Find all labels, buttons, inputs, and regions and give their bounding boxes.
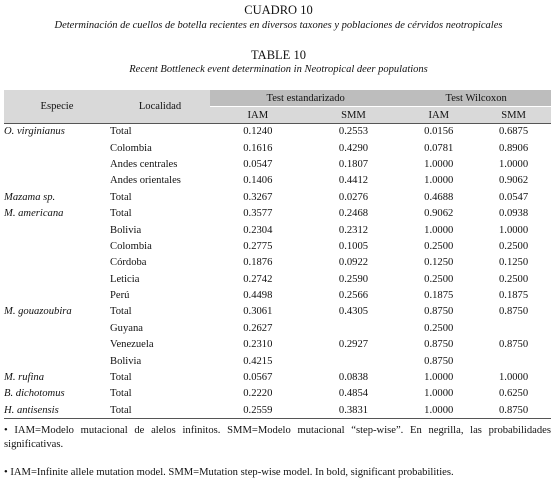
- cell-especie: [4, 238, 110, 254]
- cell-localidad: Córdoba: [110, 257, 147, 269]
- cell-especie: O. virginianus: [4, 124, 110, 140]
- cell-smm-wil: 1.0000: [499, 158, 529, 170]
- header-localidad: Localidad: [110, 90, 210, 124]
- cell-localidad: Bolivia: [110, 224, 142, 236]
- table-row: [4, 369, 551, 385]
- cell-smm-std: 0.0922: [338, 257, 369, 269]
- header-test-estandarizado: Test estandarizado: [210, 90, 401, 107]
- cell-iam-wil: 0.2500: [424, 240, 454, 252]
- cell-localidad: Andes orientales: [110, 175, 181, 187]
- cell-especie: [4, 287, 110, 303]
- cell-smm-wil: 0.8906: [499, 142, 529, 154]
- header-especie: Especie: [4, 90, 110, 124]
- cell-iam-wil: 0.8750: [424, 355, 454, 367]
- cell-iam-std: 0.2559: [210, 402, 306, 418]
- cell-localidad: Total: [110, 372, 132, 384]
- cell-localidad: Bolivia: [110, 355, 142, 367]
- cell-iam-wil: 1.0000: [424, 175, 454, 187]
- table-subtitle-es: Determinación de cuellos de botella recientes en diversos taxones y poblaciones de cérvidos neotropicales: [54, 20, 503, 31]
- table-row: [4, 205, 551, 221]
- table-row: [4, 173, 551, 189]
- cell-smm-std: 0.2927: [338, 339, 369, 351]
- cell-localidad: Guyana: [110, 322, 143, 334]
- cell-localidad: Total: [110, 124, 210, 140]
- cell-especie: [4, 173, 110, 189]
- cell-smm-wil: 1.0000: [499, 372, 529, 384]
- cell-smm-wil: 0.2500: [499, 273, 529, 285]
- table-row: [4, 337, 551, 353]
- cell-especie: [4, 271, 110, 287]
- cell-smm-std: [306, 320, 402, 336]
- cell-iam-std: 0.1616: [243, 142, 273, 154]
- table-row: [4, 189, 551, 205]
- cell-smm-std: 0.4290: [338, 142, 369, 154]
- cell-iam-std: 0.2220: [243, 388, 273, 400]
- cell-smm-std: [306, 353, 402, 369]
- header-iam-wil: IAM: [401, 107, 476, 124]
- cell-smm-std: 0.0838: [338, 372, 369, 384]
- cell-iam-wil: 0.2500: [424, 322, 454, 334]
- cell-iam-wil: 1.0000: [424, 388, 454, 400]
- cell-iam-wil: 0.8750: [424, 339, 454, 351]
- cell-localidad: Colombia: [110, 240, 152, 252]
- cell-localidad: Total: [110, 402, 210, 418]
- cell-localidad: Total: [110, 208, 132, 220]
- cell-smm-std: 0.2312: [338, 224, 369, 236]
- header-iam-std: IAM: [210, 107, 306, 124]
- cell-localidad: Leticia: [110, 273, 140, 285]
- footnote-en: • IAM=Infinite allele mutation model. SMM=Mutation step-wise model. In bold, significant probabilities.: [4, 467, 454, 478]
- cell-iam-std: 0.4498: [243, 290, 273, 302]
- cell-iam-wil: 1.0000: [401, 402, 476, 418]
- cell-iam-std: 0.2627: [243, 322, 273, 334]
- cell-smm-std: 0.2553: [306, 124, 402, 140]
- cell-iam-std: 0.3577: [243, 208, 273, 220]
- cell-smm-wil: [476, 353, 551, 369]
- header-smm-wil: SMM: [476, 107, 551, 124]
- cell-especie: M. americana: [4, 208, 64, 220]
- cell-smm-std: 0.4305: [338, 306, 369, 318]
- cell-especie: B. dichotomus: [4, 388, 65, 400]
- cell-smm-wil: 0.0938: [499, 208, 529, 220]
- cell-smm-wil: 0.8750: [499, 306, 529, 318]
- cell-especie: [4, 353, 110, 369]
- table-row: [4, 386, 551, 402]
- cell-iam-wil: 0.1250: [424, 257, 454, 269]
- table-row: [4, 287, 551, 303]
- cell-iam-std: 0.1876: [243, 257, 273, 269]
- cell-iam-wil: 1.0000: [424, 372, 454, 384]
- cell-especie: [4, 255, 110, 271]
- cell-iam-wil: 0.2500: [424, 273, 454, 285]
- cell-smm-std: 0.1005: [338, 240, 369, 252]
- cell-especie: [4, 222, 110, 238]
- cell-especie: M. gouazoubira: [4, 306, 72, 318]
- cell-smm-wil: 0.6250: [499, 388, 529, 400]
- cell-localidad: Perú: [110, 290, 130, 302]
- table-row: [4, 140, 551, 156]
- cell-iam-wil: 0.0781: [424, 142, 454, 154]
- cell-iam-wil: 0.9062: [424, 208, 454, 220]
- table-row: [4, 304, 551, 320]
- table-row: [4, 255, 551, 271]
- cell-localidad: Total: [110, 191, 132, 203]
- cell-iam-std: 0.1406: [243, 175, 273, 187]
- cell-smm-wil: 0.1875: [499, 290, 529, 302]
- cell-smm-std: 0.4412: [338, 175, 369, 187]
- cell-iam-std: 0.2775: [243, 240, 273, 252]
- cell-smm-wil: 1.0000: [499, 224, 529, 236]
- footnote-es: • IAM=Modelo mutacional de alelos infinitos. SMM=Modelo mutacional “step-wise”. En negrilla, las probabilidades significativas.: [4, 425, 551, 450]
- cell-especie: [4, 156, 110, 172]
- cell-smm-std: 0.2590: [338, 273, 369, 285]
- table-row: [4, 320, 551, 336]
- cell-iam-wil: 1.0000: [424, 158, 454, 170]
- cell-especie: [4, 337, 110, 353]
- cell-iam-wil: 0.8750: [424, 306, 454, 318]
- table-subtitle-en: Recent Bottleneck event determination in Neotropical deer populations: [129, 64, 428, 75]
- cell-smm-wil: 0.1250: [499, 257, 529, 269]
- header-test-wilcoxon: Test Wilcoxon: [401, 90, 551, 107]
- cell-smm-std: 0.4854: [338, 388, 369, 400]
- cell-iam-std: 0.0547: [243, 158, 273, 170]
- table-row: [4, 402, 551, 418]
- bottleneck-table: [4, 90, 551, 419]
- header-smm-std: SMM: [306, 107, 402, 124]
- cell-iam-std: 0.1240: [210, 124, 306, 140]
- cell-smm-wil: 0.8750: [499, 339, 529, 351]
- cell-smm-wil: 0.0547: [499, 191, 529, 203]
- cell-smm-wil: [476, 320, 551, 336]
- cell-iam-std: 0.3061: [243, 306, 273, 318]
- cell-iam-wil: 0.4688: [424, 191, 454, 203]
- cell-iam-std: 0.3267: [243, 191, 273, 203]
- cell-iam-std: 0.4215: [243, 355, 273, 367]
- cell-localidad: Colombia: [110, 142, 152, 154]
- cell-smm-wil: 0.6875: [476, 124, 551, 140]
- cell-especie: [4, 140, 110, 156]
- cell-iam-std: 0.2304: [243, 224, 273, 236]
- cell-iam-wil: 1.0000: [424, 224, 454, 236]
- table-row: [4, 124, 551, 140]
- cell-smm-wil: 0.8750: [476, 402, 551, 418]
- cell-especie: [4, 320, 110, 336]
- cell-smm-wil: 0.2500: [499, 240, 529, 252]
- cell-localidad: Total: [110, 388, 132, 400]
- table-row: [4, 238, 551, 254]
- cell-smm-wil: 0.9062: [499, 175, 529, 187]
- cell-iam-std: 0.2742: [243, 273, 273, 285]
- table-title-en: TABLE 10: [251, 48, 306, 62]
- table-row: [4, 222, 551, 238]
- cell-smm-std: 0.2468: [338, 208, 369, 220]
- cell-smm-std: 0.1807: [338, 158, 369, 170]
- cell-iam-std: 0.0567: [243, 372, 273, 384]
- table-row: [4, 353, 551, 369]
- cell-smm-std: 0.3831: [306, 402, 402, 418]
- cell-especie: H. antisensis: [4, 402, 110, 418]
- cell-iam-wil: 0.0156: [401, 124, 476, 140]
- cell-localidad: Total: [110, 306, 132, 318]
- cell-localidad: Venezuela: [110, 339, 154, 351]
- cell-iam-std: 0.2310: [243, 339, 273, 351]
- cell-especie: M. rufina: [4, 372, 45, 384]
- cell-localidad: Andes centrales: [110, 158, 178, 170]
- cell-especie: Mazama sp.: [4, 191, 56, 203]
- table-title-es: CUADRO 10: [244, 3, 313, 17]
- cell-smm-std: 0.2566: [338, 290, 369, 302]
- table-row: [4, 271, 551, 287]
- cell-smm-std: 0.0276: [338, 191, 369, 203]
- cell-iam-wil: 0.1875: [424, 290, 454, 302]
- table-row: [4, 156, 551, 172]
